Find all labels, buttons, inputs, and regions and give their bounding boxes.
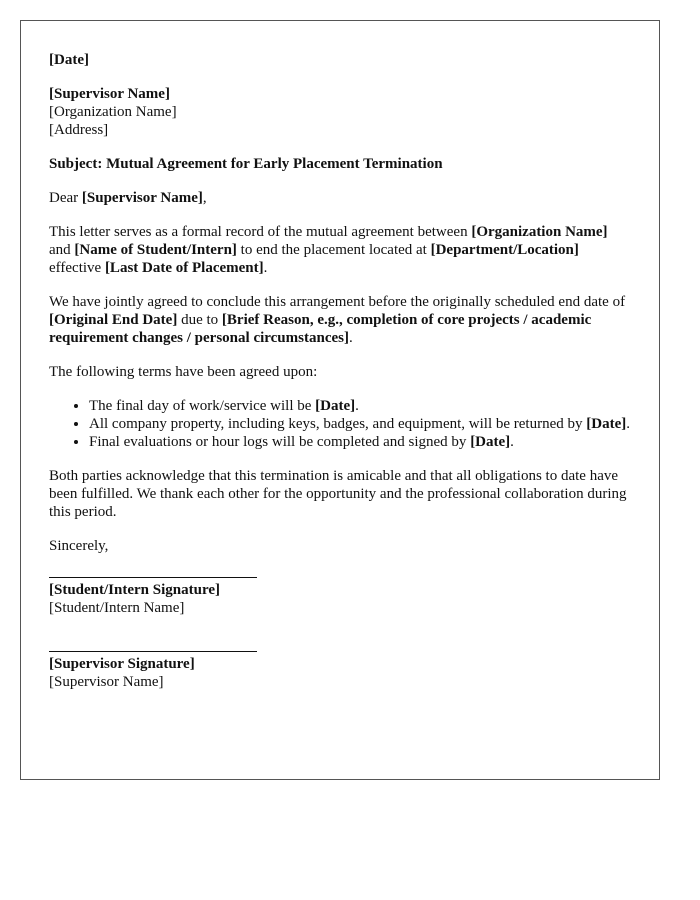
letter-page bbox=[20, 20, 660, 780]
letter-date: [Date] bbox=[49, 52, 89, 68]
signatory-name: [Supervisor Name] bbox=[49, 674, 164, 690]
signatory-name: [Student/Intern Name] bbox=[49, 600, 185, 616]
salutation: Dear [Supervisor Name], bbox=[49, 190, 207, 206]
paragraph-agreement: This letter serves as a formal record of the mutual agreement between [Organization Name] and [Name of Student/Intern] to end the placement located at [Department/Location] effective [Last Date of Placement]. bbox=[49, 224, 608, 276]
recipient-address-block bbox=[49, 85, 631, 139]
term-item: • All company property, including keys, badges, and equipment, will be returned by [Date]. bbox=[89, 415, 631, 433]
signature-label: [Supervisor Signature] bbox=[49, 656, 195, 672]
term-item: • Final evaluations or hour logs will be completed and signed by [Date]. bbox=[89, 433, 631, 451]
signoff: Sincerely, bbox=[49, 538, 109, 554]
signature-line bbox=[49, 651, 257, 652]
terms-intro: The following terms have been agreed upon: bbox=[49, 364, 318, 380]
signature-label: [Student/Intern Signature] bbox=[49, 582, 220, 598]
letter-subject: Subject: Mutual Agreement for Early Placement Termination bbox=[49, 156, 443, 172]
recipient-organization: [Organization Name] bbox=[49, 104, 177, 120]
student-signature-block bbox=[49, 577, 631, 617]
paragraph-closing: Both parties acknowledge that this termination is amicable and that all obligations to date have been fulfilled. We thank each other for the opportunity and the professional collaboration during this period. bbox=[49, 468, 627, 520]
supervisor-signature-block bbox=[49, 651, 631, 691]
recipient-name: [Supervisor Name] bbox=[49, 86, 170, 102]
terms-list bbox=[49, 397, 631, 451]
paragraph-reason: We have jointly agreed to conclude this arrangement before the originally scheduled end date of [Original End Date] due to [Brief Reason, e.g., completion of core projects / academic requirement changes / personal circumstances]. bbox=[49, 294, 626, 346]
term-item: • The final day of work/service will be [Date]. bbox=[89, 397, 631, 415]
recipient-address: [Address] bbox=[49, 122, 109, 138]
signature-line bbox=[49, 577, 257, 578]
